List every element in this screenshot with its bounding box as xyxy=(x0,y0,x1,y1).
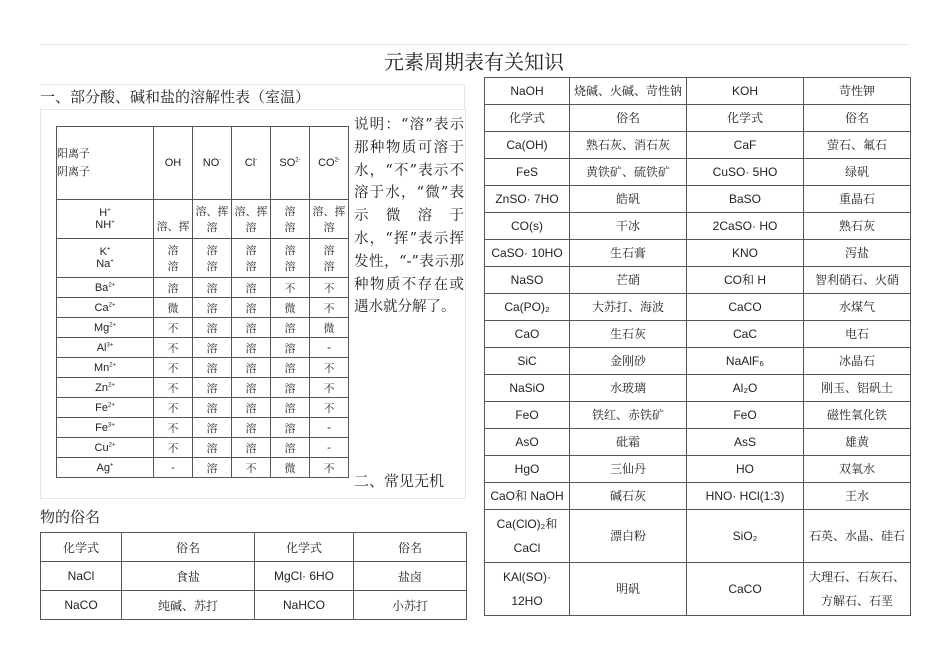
cell: 溶 xyxy=(193,358,232,378)
cell: 溶 xyxy=(271,318,310,338)
table-row xyxy=(57,398,349,418)
cell: CaO和 NaOH xyxy=(485,483,570,510)
cell: 双氧水 xyxy=(804,456,911,483)
cell: 磁性氧化铁 xyxy=(804,402,911,429)
cell: 微 xyxy=(271,298,310,318)
cell: CaC xyxy=(687,321,804,348)
cell: 智利硝石、火硝 xyxy=(804,267,911,294)
cation-cell: $Mg^{2+}$ xyxy=(57,318,154,338)
cell: 不 xyxy=(154,378,193,398)
cell: NaCO xyxy=(41,591,122,620)
cell: 俗名 xyxy=(570,105,687,132)
cell: CO(s) xyxy=(485,213,570,240)
table-row xyxy=(57,458,349,478)
table-row xyxy=(57,318,349,338)
cation-cell: $Ba^{2+}$ xyxy=(57,278,154,298)
cell: 不 xyxy=(154,398,193,418)
cell: 溶、挥 溶 xyxy=(232,200,271,239)
table-row xyxy=(485,348,911,375)
cell: 雄黄 xyxy=(804,429,911,456)
cell: 水煤气 xyxy=(804,294,911,321)
cell: AsO xyxy=(485,429,570,456)
cell: 俗名 xyxy=(804,105,911,132)
cell: 溶 溶 xyxy=(271,239,310,278)
cell: 烧碱、火碱、苛性钠 xyxy=(570,78,687,105)
table-row xyxy=(485,132,911,159)
cell: CaF xyxy=(687,132,804,159)
cell: 不 xyxy=(310,298,349,318)
cell: 溶、挥 xyxy=(154,200,193,239)
cell: - xyxy=(310,418,349,438)
column-header: 化学式 xyxy=(255,533,354,562)
cell: 芒硝 xyxy=(570,267,687,294)
table-row xyxy=(41,591,467,620)
cell: 大理石、石灰石、方解石、石垩 xyxy=(804,563,911,616)
anion-header: Cl- xyxy=(232,127,271,200)
cell: Ca(ClO)₂和 CaCl xyxy=(485,510,570,563)
table-row xyxy=(485,483,911,510)
cell: CuSO· 5HO xyxy=(687,159,804,186)
cell: 不 xyxy=(310,458,349,478)
cation-cell: $Ca^{2+}$ xyxy=(57,298,154,318)
section-heading-names-part1: 二、常见无机 xyxy=(354,472,445,490)
anion-header: OH xyxy=(154,127,193,200)
cell: 溶 xyxy=(271,398,310,418)
cell: 熟石灰、消石灰 xyxy=(570,132,687,159)
cell: 溶 xyxy=(232,378,271,398)
table-row xyxy=(57,358,349,378)
cell: 水玻璃 xyxy=(570,375,687,402)
solubility-table xyxy=(56,126,349,478)
cell: 溶 xyxy=(193,298,232,318)
cell: 溶 xyxy=(193,318,232,338)
cell: 化学式 xyxy=(485,105,570,132)
cell: 不 xyxy=(310,398,349,418)
cell: 不 xyxy=(232,458,271,478)
cell: 生石灰 xyxy=(570,321,687,348)
cell: 溶 xyxy=(193,338,232,358)
cell: 三仙丹 xyxy=(570,456,687,483)
cell: 溶 溶 xyxy=(232,239,271,278)
legend-note: 说明：“溶”表示那种物质可溶于水，“不”表示不溶于水，“微”表示微溶于水，“挥”表示挥发性，“-”表示那种物质不存在或遇水就分解了。 xyxy=(354,117,464,316)
table-row xyxy=(485,402,911,429)
cell: 不 xyxy=(271,278,310,298)
table-row xyxy=(485,456,911,483)
table-row xyxy=(485,186,911,213)
corner-bottom-label: 阴离子 xyxy=(57,166,90,178)
cell: 熟石灰 xyxy=(804,213,911,240)
column-header: 俗名 xyxy=(122,533,255,562)
cell: 大苏打、海波 xyxy=(570,294,687,321)
cation-cell: $Fe^{2+}$ xyxy=(57,398,154,418)
cell: NaSiO xyxy=(485,375,570,402)
table-row xyxy=(485,563,911,616)
table-row xyxy=(57,298,349,318)
cell: 不 xyxy=(154,438,193,458)
anion-header: $CO^{2-}$ xyxy=(310,127,349,200)
cell: 溶 xyxy=(271,358,310,378)
cell: NaHCO xyxy=(255,591,354,620)
cell: 微 xyxy=(271,458,310,478)
table-row xyxy=(485,78,911,105)
cell: 不 xyxy=(154,338,193,358)
cell: 溶 xyxy=(232,398,271,418)
cation-cell: $Fe^{3+}$ xyxy=(57,418,154,438)
table-row xyxy=(57,200,349,239)
cell: 溶 xyxy=(232,418,271,438)
cell: 溶 xyxy=(271,418,310,438)
cell: MgCl· 6HO xyxy=(255,562,354,591)
cell: 微 xyxy=(154,298,193,318)
section-heading-solubility: 一、部分酸、碱和盐的溶解性表（室温） xyxy=(40,84,465,110)
cation-cell: $Zn^{2+}$ xyxy=(57,378,154,398)
cell: CaCO xyxy=(687,563,804,616)
table-row xyxy=(485,213,911,240)
cell: KOH xyxy=(687,78,804,105)
cation-cell: Ag+ xyxy=(57,458,154,478)
cell: FeO xyxy=(485,402,570,429)
common-names-table-small xyxy=(40,532,467,620)
cell: 电石 xyxy=(804,321,911,348)
cell: CaSO· 10HO xyxy=(485,240,570,267)
cell: 溶 xyxy=(232,338,271,358)
cell: 溶 溶 xyxy=(154,239,193,278)
table-row xyxy=(57,278,349,298)
cell: 食盐 xyxy=(122,562,255,591)
cell: 纯碱、苏打 xyxy=(122,591,255,620)
common-names-table xyxy=(484,77,911,616)
cell: 刚玉、铝矾土 xyxy=(804,375,911,402)
cell: 溶 xyxy=(154,278,193,298)
cell: 皓矾 xyxy=(570,186,687,213)
cell: 不 xyxy=(154,318,193,338)
cell: SiO₂ xyxy=(687,510,804,563)
cell: 泻盐 xyxy=(804,240,911,267)
cell: CaCO xyxy=(687,294,804,321)
cell: - xyxy=(154,458,193,478)
cell: CO和 H xyxy=(687,267,804,294)
cell: 小苏打 xyxy=(354,591,467,620)
column-header: 俗名 xyxy=(354,533,467,562)
cell: HNO· HCl(1:3) xyxy=(687,483,804,510)
cell: ZnSO· 7HO xyxy=(485,186,570,213)
cell: 不 xyxy=(310,378,349,398)
cell: 溶 xyxy=(232,438,271,458)
cell: 不 xyxy=(154,358,193,378)
table-row xyxy=(485,429,911,456)
cell: 漂白粉 xyxy=(570,510,687,563)
cation-cell: $Al^{3+}$ xyxy=(57,338,154,358)
cell: 明矾 xyxy=(570,563,687,616)
section-heading-names-part2: 物的俗名 xyxy=(40,508,101,526)
cell: 溶、挥 溶 xyxy=(193,200,232,239)
cell: Al₂O xyxy=(687,375,804,402)
cell: 溶 xyxy=(232,298,271,318)
table-row xyxy=(57,438,349,458)
cell: 2CaSO· HO xyxy=(687,213,804,240)
cell: 化学式 xyxy=(687,105,804,132)
table-row xyxy=(57,239,349,278)
cell: SiC xyxy=(485,348,570,375)
cell: 溶 溶 xyxy=(271,200,310,239)
table-row xyxy=(485,510,911,563)
cell: - xyxy=(310,438,349,458)
cation-cell: H+ NH+ xyxy=(57,200,154,239)
cell: 金刚砂 xyxy=(570,348,687,375)
table-row xyxy=(485,267,911,294)
table-row xyxy=(485,294,911,321)
cell: Ca(OH) xyxy=(485,132,570,159)
cell: 溶 xyxy=(193,398,232,418)
cell: 铁红、赤铁矿 xyxy=(570,402,687,429)
page-title: 元素周期表有关知识 xyxy=(40,44,908,77)
table-row xyxy=(41,562,467,591)
cell: 溶 xyxy=(193,378,232,398)
cell: 溶 xyxy=(193,278,232,298)
table-row xyxy=(485,375,911,402)
cell: HgO xyxy=(485,456,570,483)
cation-cell: K+ Na+ xyxy=(57,239,154,278)
cell: FeS xyxy=(485,159,570,186)
corner-cell xyxy=(57,127,154,200)
cell: 干冰 xyxy=(570,213,687,240)
cell: 生石膏 xyxy=(570,240,687,267)
cell: Ca(PO)₂ xyxy=(485,294,570,321)
table-row xyxy=(57,378,349,398)
anion-header: NO- xyxy=(193,127,232,200)
table-row xyxy=(485,159,911,186)
cell: NaCl xyxy=(41,562,122,591)
cell: NaAlF₆ xyxy=(687,348,804,375)
cell: 王水 xyxy=(804,483,911,510)
cell: 溶 溶 xyxy=(310,239,349,278)
cell: 萤石、氟石 xyxy=(804,132,911,159)
table-row xyxy=(485,240,911,267)
cell: 重晶石 xyxy=(804,186,911,213)
cell: 绿矾 xyxy=(804,159,911,186)
cell: 溶 xyxy=(271,438,310,458)
cell: 溶 xyxy=(193,458,232,478)
cell: KNO xyxy=(687,240,804,267)
cell: 盐卤 xyxy=(354,562,467,591)
cell: 黄铁矿、硫铁矿 xyxy=(570,159,687,186)
cell: NaOH xyxy=(485,78,570,105)
cell: 苛性钾 xyxy=(804,78,911,105)
cell: 溶 xyxy=(232,318,271,338)
cell: 石英、水晶、硅石 xyxy=(804,510,911,563)
cell: CaO xyxy=(485,321,570,348)
cell: BaSO xyxy=(687,186,804,213)
cell: 碱石灰 xyxy=(570,483,687,510)
cell: 砒霜 xyxy=(570,429,687,456)
cell: HO xyxy=(687,456,804,483)
cell: 溶 xyxy=(271,378,310,398)
column-header: 化学式 xyxy=(41,533,122,562)
table-row xyxy=(485,321,911,348)
table-row xyxy=(57,338,349,358)
cell: KAl(SO)· 12HO xyxy=(485,563,570,616)
cell: 溶 xyxy=(193,438,232,458)
cell: 冰晶石 xyxy=(804,348,911,375)
cell: 溶 xyxy=(232,278,271,298)
cation-cell: $Mn^{2+}$ xyxy=(57,358,154,378)
table-row xyxy=(485,105,911,132)
cell: 溶 xyxy=(232,358,271,378)
cell: AsS xyxy=(687,429,804,456)
anion-header: $SO^{2-}$ xyxy=(271,127,310,200)
table-row xyxy=(57,418,349,438)
cell: NaSO xyxy=(485,267,570,294)
cell: FeO xyxy=(687,402,804,429)
cell: 不 xyxy=(154,418,193,438)
cell: 溶 溶 xyxy=(193,239,232,278)
cell: 溶 xyxy=(193,418,232,438)
cell: 不 xyxy=(310,358,349,378)
cell: 微 xyxy=(310,318,349,338)
table-header-row xyxy=(41,533,467,562)
cell: 溶 xyxy=(271,338,310,358)
cation-cell: $Cu^{2+}$ xyxy=(57,438,154,458)
corner-top-label: 阳离子 xyxy=(57,148,90,160)
cell: 溶、挥 溶 xyxy=(310,200,349,239)
cell: 不 xyxy=(310,278,349,298)
cell: - xyxy=(310,338,349,358)
